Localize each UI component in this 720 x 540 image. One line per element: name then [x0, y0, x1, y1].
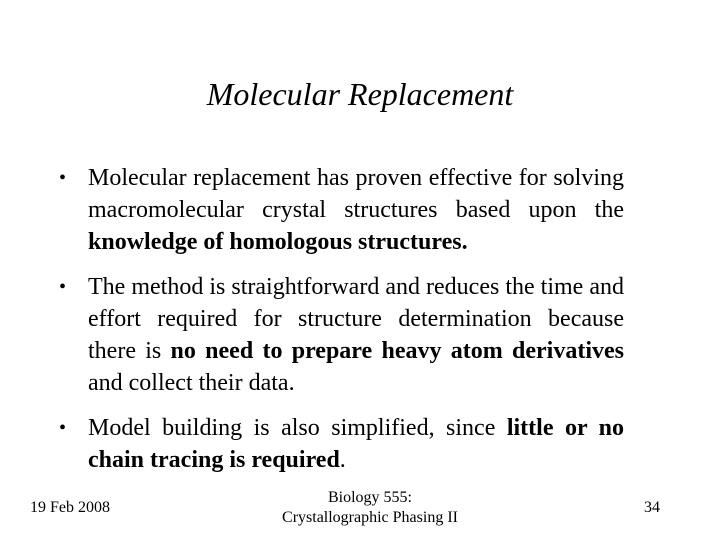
footer-course-line: Biology 555:	[327, 489, 412, 506]
footer-date: 19 Feb 2008	[30, 499, 110, 516]
bullet-item	[59, 162, 624, 258]
bullet-item	[59, 412, 624, 476]
bullet-icon: •	[59, 417, 67, 439]
bullet-text: The method is straightforward and reduces the time and effort required for structure determination because there is	[88, 274, 624, 364]
bullet-emphasis: knowledge of homologous structures.	[88, 229, 468, 255]
bullet-text: Molecular replacement has proven effective for solving macromolecular crystal structures based upon the	[88, 165, 624, 223]
bullet-emphasis: no need to prepare heavy atom derivatives	[170, 338, 624, 364]
footer-page-number: 34	[644, 499, 660, 516]
bullet-emphasis: little or no chain tracing is required	[88, 415, 624, 473]
bullet-icon: •	[59, 167, 67, 189]
bullet-icon: •	[59, 276, 67, 298]
bullet-text: and collect their data.	[88, 370, 295, 396]
bullet-text: Model building is also simplified, since	[88, 415, 507, 441]
slide-title: Molecular Replacement	[206, 76, 514, 112]
bullet-list	[59, 162, 624, 476]
bullet-item	[59, 271, 624, 399]
bullet-text: .	[339, 447, 346, 473]
footer-course	[250, 488, 490, 528]
footer-course-line: Crystallographic Phasing II	[282, 509, 458, 526]
